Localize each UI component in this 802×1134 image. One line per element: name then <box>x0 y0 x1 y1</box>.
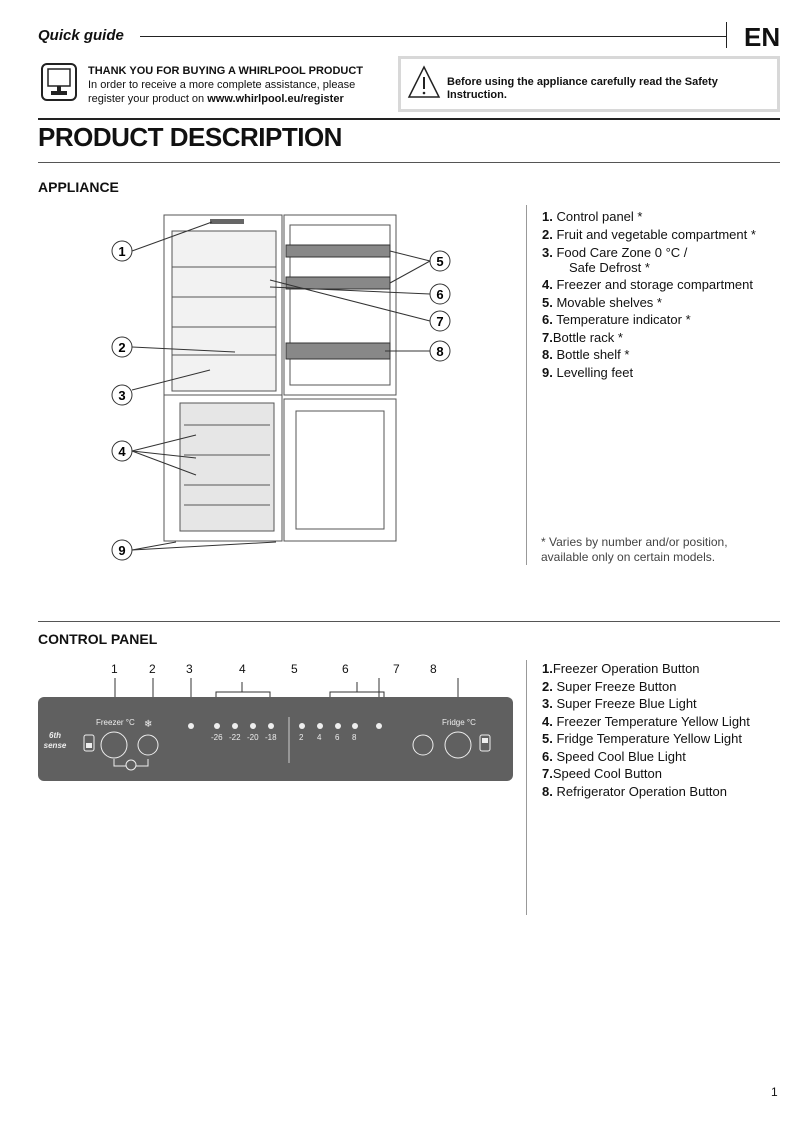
fridge-diagram <box>100 205 470 570</box>
cp-callout-1: 1 <box>111 662 118 676</box>
thank-you-block <box>88 64 363 106</box>
callout-group <box>112 241 450 560</box>
speed-cool-blue-light <box>376 723 382 729</box>
cp-callout-2: 2 <box>149 662 156 676</box>
appliance-parts-list <box>542 208 756 381</box>
fridge-temp-label: 8 <box>352 733 357 742</box>
cp-callout-5: 5 <box>291 662 298 676</box>
column-divider <box>526 660 527 915</box>
monitor-icon <box>41 63 77 101</box>
list-item: 1. Control panel * <box>542 209 643 224</box>
callout-3: 3 <box>118 388 126 403</box>
freezer-temp-label: -20 <box>247 733 259 742</box>
list-item: 5. Movable shelves * <box>542 294 662 310</box>
page-number: 1 <box>771 1085 778 1099</box>
list-item: 5. Fridge Temperature Yellow Light <box>542 731 742 746</box>
fridge-temp-label: 4 <box>317 733 322 742</box>
list-item: 2. Super Freeze Button <box>542 678 677 694</box>
column-divider <box>526 205 527 565</box>
list-item: 4. Freezer Temperature Yellow Light <box>542 713 750 729</box>
language-code: EN <box>744 22 781 52</box>
availability-note: * Varies by number and/or position, available only on certain models. <box>541 535 728 564</box>
list-item: 6. Temperature indicator * <box>542 312 691 327</box>
safety-warning-box <box>398 56 780 112</box>
speed-cool-button[interactable] <box>413 735 433 755</box>
appliance-heading: APPLIANCE <box>38 179 119 195</box>
thank-you-heading: THANK YOU FOR BUYING A WHIRLPOOL PRODUCT <box>88 65 363 77</box>
register-link[interactable]: www.whirlpool.eu/register <box>207 93 344 105</box>
list-item: 8. Bottle shelf * <box>542 347 630 362</box>
cp-callout-4: 4 <box>239 662 246 676</box>
fridge-temp-label: 6 <box>335 733 340 742</box>
warning-icon <box>407 65 441 99</box>
header-rule <box>140 36 727 37</box>
freezer-label: Freezer °C <box>96 718 135 727</box>
callout-4: 4 <box>118 444 126 459</box>
list-item: 4. Freezer and storage compartment <box>542 277 754 292</box>
list-item: 7.Speed Cool Button <box>542 766 662 781</box>
list-item: 9. Levelling feet <box>542 364 634 380</box>
control-panel <box>38 697 513 781</box>
super-freeze-icon: ❄ <box>144 719 153 730</box>
sixth-sense-logo: 6th sense <box>43 731 67 750</box>
freezer-temp-label: -22 <box>229 733 241 742</box>
list-item: 3. Food Care Zone 0 °C / <box>542 245 688 260</box>
freezer-temp-label: -18 <box>265 733 277 742</box>
freezer-operation-button[interactable] <box>101 732 127 758</box>
control-panel-list <box>542 660 750 800</box>
list-item: 1.Freezer Operation Button <box>542 661 700 676</box>
title-rule <box>38 162 780 163</box>
super-freeze-button[interactable] <box>138 735 158 755</box>
fridge-label: Fridge °C <box>442 718 476 727</box>
power-icon <box>126 760 136 770</box>
callout-5: 5 <box>436 254 444 269</box>
control-panel-heading: CONTROL PANEL <box>38 631 158 647</box>
list-item: Safe Defrost * <box>569 260 650 275</box>
callout-6: 6 <box>436 287 444 302</box>
control-panel-graphic <box>38 697 513 781</box>
section-rule <box>38 621 780 622</box>
guide-title: Quick guide <box>38 27 124 44</box>
list-item: 2. Fruit and vegetable compartment * <box>542 226 756 242</box>
freezer-temp-label: -26 <box>211 733 223 742</box>
callout-9: 9 <box>118 543 126 558</box>
callout-8: 8 <box>436 344 444 359</box>
super-freeze-blue-light <box>188 723 194 729</box>
list-item: 6. Speed Cool Blue Light <box>542 748 686 764</box>
header-divider <box>726 22 727 48</box>
section-rule <box>38 118 780 120</box>
cp-callout-3: 3 <box>186 662 193 676</box>
page-title: PRODUCT DESCRIPTION <box>38 122 342 152</box>
list-item: 7.Bottle rack * <box>542 329 623 345</box>
callout-1: 1 <box>118 244 126 259</box>
list-item: 3. Super Freeze Blue Light <box>542 696 697 711</box>
fridge-temp-label: 2 <box>299 733 304 742</box>
callout-2: 2 <box>118 340 126 355</box>
thank-you-line2: register your product on <box>88 93 208 105</box>
cp-callout-8: 8 <box>430 662 437 676</box>
callout-7: 7 <box>436 314 444 329</box>
cp-callout-7: 7 <box>393 662 400 676</box>
cp-callout-6: 6 <box>342 662 349 676</box>
refrigerator-operation-button[interactable] <box>445 732 471 758</box>
warning-text: Before using the appliance carefully read the Safety Instruction. <box>447 76 718 101</box>
thank-you-line1: In order to receive a more complete assistance, please <box>88 79 356 91</box>
list-item: 8. Refrigerator Operation Button <box>542 783 728 799</box>
